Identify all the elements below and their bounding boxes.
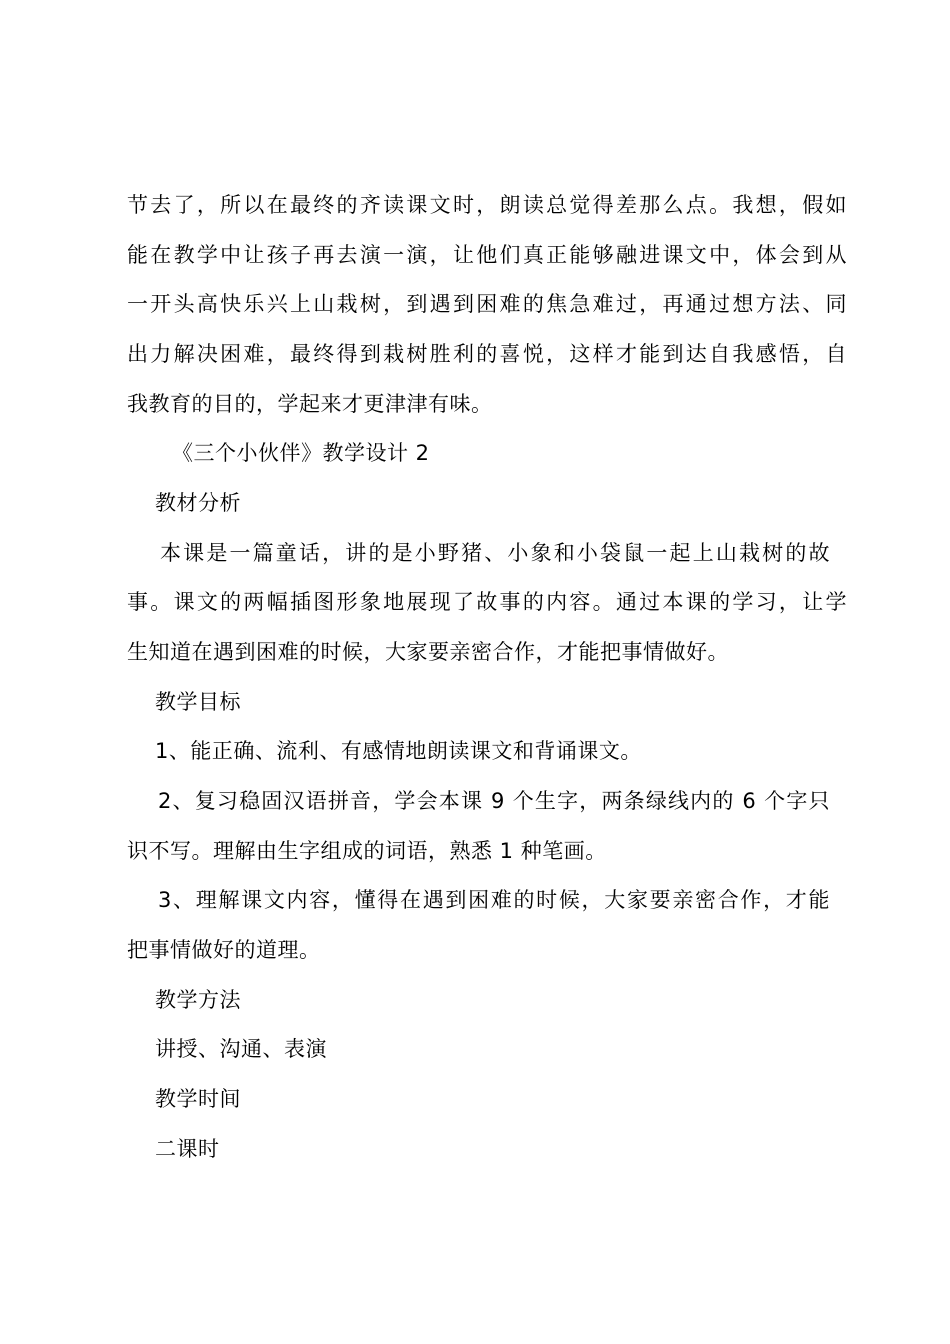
goal-item-1: 1、能正确、流利、有感情地朗读课文和背诵课文。 bbox=[155, 739, 642, 763]
analysis-line: 本课是一篇童话，讲的是小野猪、小象和小袋鼠一起上山栽树的故 bbox=[160, 541, 830, 565]
analysis-line: 生知道在遇到困难的时候，大家要亲密合作，才能把事情做好。 bbox=[127, 640, 729, 664]
paragraph-line: 我教育的目的，学起来才更津津有味。 bbox=[127, 392, 493, 416]
paragraph-line: 一开头高快乐兴上山栽树，到遇到困难的焦急难过，再通过想方法、同 bbox=[127, 292, 847, 316]
heading-time: 教学时间 bbox=[155, 1087, 241, 1111]
goal-item-3-line: 3、理解课文内容，懂得在遇到困难的时候，大家要亲密合作，才能 bbox=[158, 888, 830, 912]
heading-analysis: 教材分析 bbox=[155, 491, 241, 515]
methods-text: 讲授、沟通、表演 bbox=[155, 1037, 327, 1061]
goal-item-3-line: 把事情做好的道理。 bbox=[127, 938, 321, 962]
paragraph-line: 节去了，所以在最终的齐读课文时，朗读总觉得差那么点。我想，假如 bbox=[127, 193, 847, 217]
section-title: 《三个小伙伴》教学设计 2 bbox=[172, 441, 430, 465]
heading-goals: 教学目标 bbox=[155, 690, 241, 714]
paragraph-line: 出力解决困难，最终得到栽树胜利的喜悦，这样才能到达自我感悟，自 bbox=[127, 342, 847, 366]
heading-methods: 教学方法 bbox=[155, 988, 241, 1012]
time-text: 二课时 bbox=[155, 1137, 220, 1161]
goal-item-2-line: 2、复习稳固汉语拼音，学会本课 9 个生字，两条绿线内的 6 个字只 bbox=[158, 789, 830, 813]
paragraph-line: 能在教学中让孩子再去演一演，让他们真正能够融进课文中，体会到从 bbox=[127, 243, 847, 267]
goal-item-2-line: 识不写。理解由生字组成的词语，熟悉 1 种笔画。 bbox=[127, 839, 607, 863]
analysis-line: 事。课文的两幅插图形象地展现了故事的内容。通过本课的学习，让学 bbox=[127, 590, 847, 614]
